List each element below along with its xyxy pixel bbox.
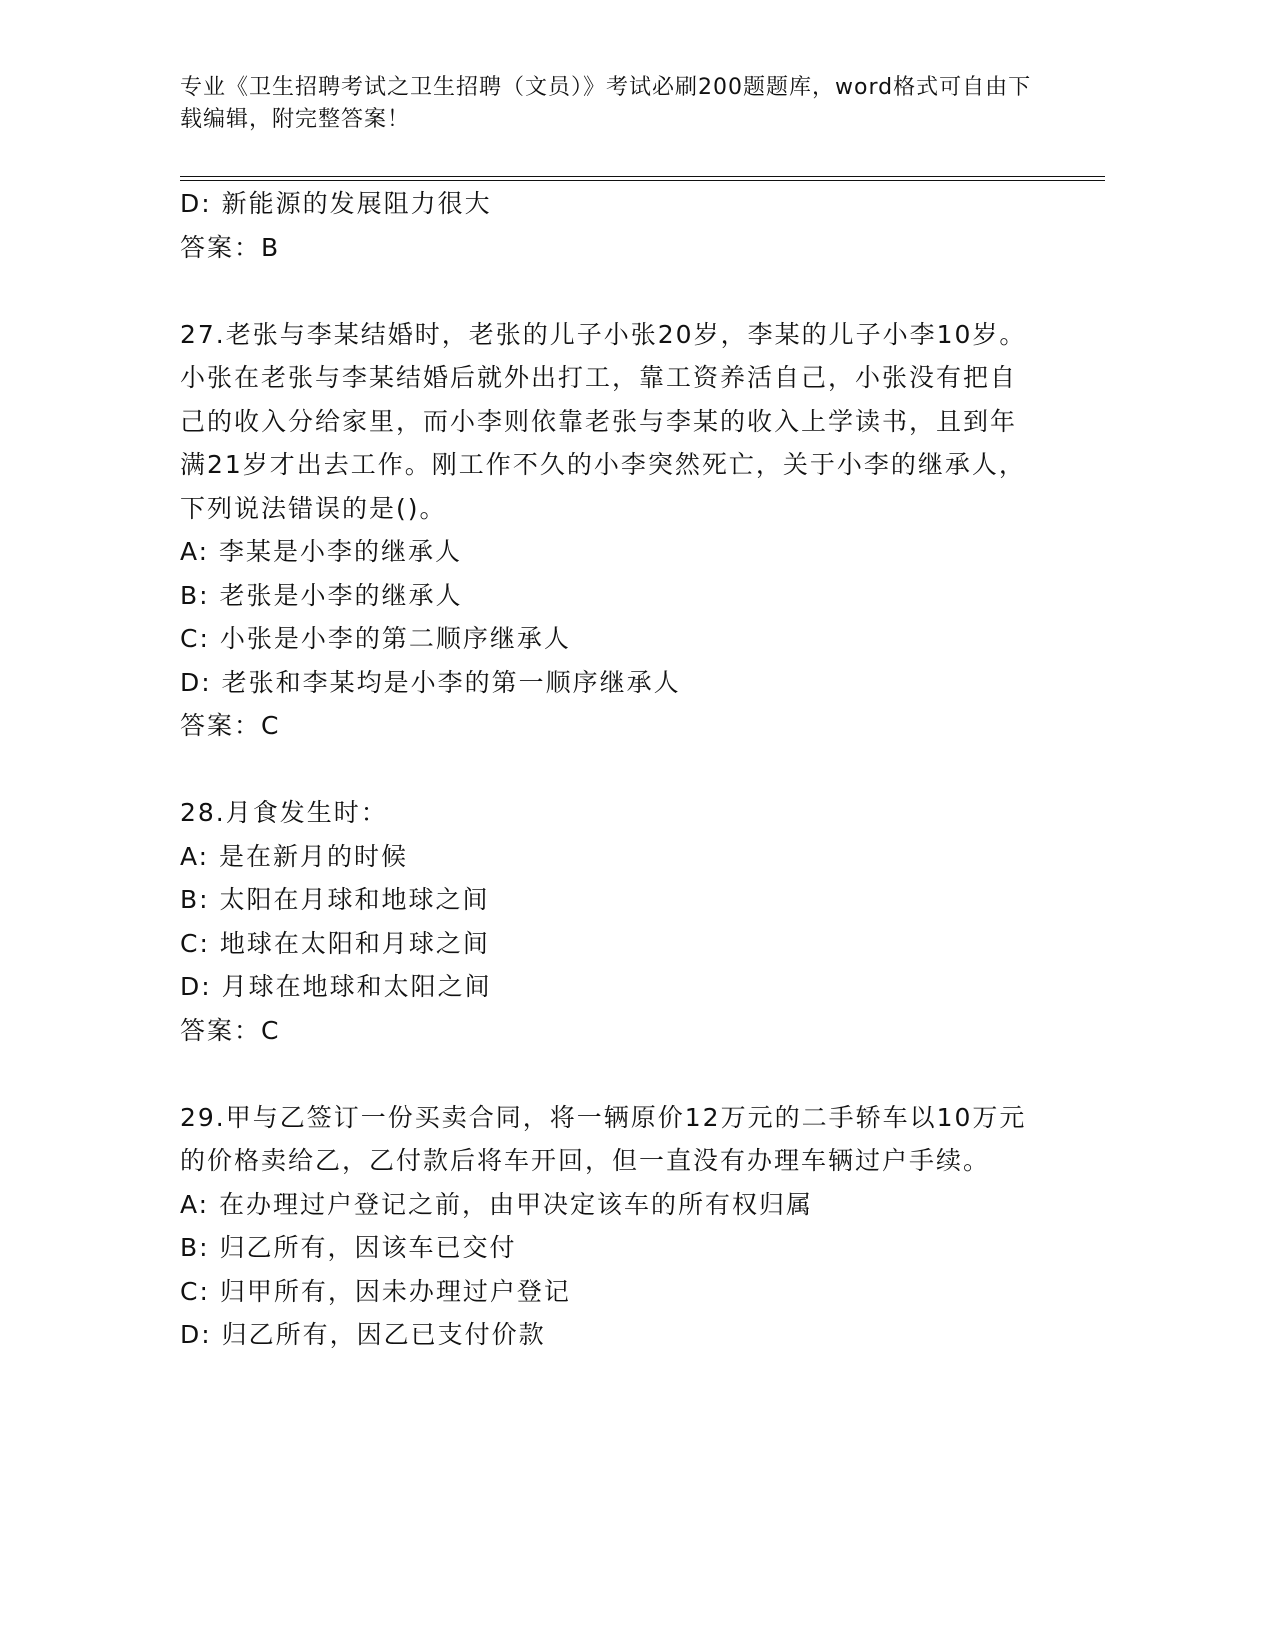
question-28 — [180, 791, 1040, 1052]
option-a: A: 是在新月的时候 — [180, 841, 409, 871]
header-divider — [180, 176, 1105, 177]
option-b: B: 太阳在月球和地球之间 — [180, 885, 490, 914]
option-c: C: 归甲所有，因未办理过户登记 — [180, 1276, 571, 1306]
page-header: 专业《卫生招聘考试之卫生招聘（文员）》考试必刷200题题库，word格式可自由下载编辑，附完整答案！ — [180, 75, 1032, 132]
question-stem: 28.月食发生时： — [180, 798, 388, 827]
option-a: A: 在办理过户登记之前，由甲决定该车的所有权归属 — [180, 1189, 814, 1219]
option-d: D: 归乙所有，因乙已支付价款 — [180, 1320, 546, 1349]
option-d: D: 新能源的发展阻力很大 — [180, 189, 492, 218]
question-27 — [180, 313, 1040, 748]
option-c: C: 地球在太阳和月球之间 — [180, 928, 490, 958]
option-d: D: 老张和李某均是小李的第一顺序继承人 — [180, 667, 681, 697]
answer: 答案：B — [180, 232, 281, 262]
option-c: C: 小张是小李的第二顺序继承人 — [180, 624, 571, 653]
question-29 — [180, 1096, 1040, 1357]
option-b: B: 归乙所有，因该车已交付 — [180, 1233, 517, 1262]
question-stem: 29.甲与乙签订一份买卖合同，将一辆原价12万元的二手轿车以10万元的价格卖给乙，乙付款后将车开回，但一直没有办理车辆过户手续。 — [180, 1102, 1027, 1175]
option-d: D: 月球在地球和太阳之间 — [180, 972, 492, 1001]
answer: 答案：C — [180, 1015, 281, 1045]
header-divider-second — [180, 180, 1105, 181]
option-b: B: 老张是小李的继承人 — [180, 580, 463, 610]
answer: 答案：C — [180, 711, 281, 740]
question-stem: 27.老张与李某结婚时，老张的儿子小张20岁，李某的儿子小李10岁。小张在老张与李某结婚后就外出打工，靠工资养活自己，小张没有把自己的收入分给家里，而小李则依靠老张与李某的收入上学读书，且到年满21岁才出去工作。刚工作不久的小李突然死亡，关于小李的继承人，下列说法错误的是()。 — [180, 319, 1027, 523]
option-a: A: 李某是小李的继承人 — [180, 537, 463, 566]
document-body — [180, 182, 1040, 1357]
